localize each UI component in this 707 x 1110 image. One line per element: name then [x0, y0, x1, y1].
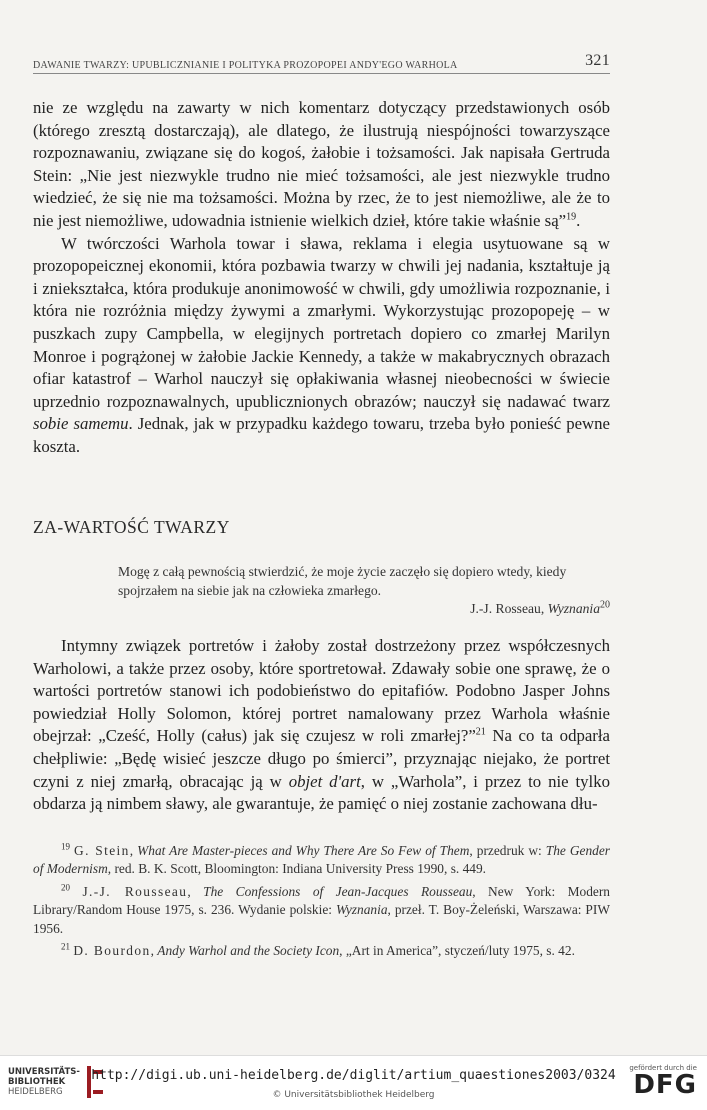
- footnote: $^{19}$ G. Stein, What Are Master-pieces and Why There Are So Few of Them, przedruk w: The Gender of Modernism, red. B. K. Scott, Bloomington: Indiana University Press 1990, s. 449.: [33, 841, 611, 877]
- page-number: 321: [585, 52, 610, 69]
- permalink-url[interactable]: http://digi.ub.uni-heidelberg.de/diglit/artium_quaestiones2003/0324: [91, 1068, 616, 1083]
- paragraph: W twórczości Warhola towar i sława, reklama i elegia usytuowane są w prozopopeicznej ekonomii, która pozbawia twarzy w chwili jej nadania, kształtuje ją i zniekształca, która produkuje anonimowość w chwili, gdy umożliwia rozpoznanie, i która nie rozróżnia między żywymi a zmarłymi. Wykorzystując prozopopeję – w puszkach zupy Campbella, w elegijnych portretach dopiero co zmarłej Marilyn Monroe i pogrążonej w żałobie Jackie Kennedy, a także w makabrycznych obrazach ofiar katastrof – Warhol nauczył się opłakiwania własnej nieobecności w świecie uprzednio rozpoznawalnych, upublicznionych obrazów; nauczył się nadawać twarz sobie samemu. Jednak, jak w przypadku każdego towaru, trzeba było ponieść pewne koszta.: [33, 233, 610, 456]
- library-logo[interactable]: UNIVERSITÄTS- BIBLIOTHEK HEIDELBERG: [8, 1066, 106, 1098]
- footnote: $^{21}$ D. Bourdon, Andy Warhol and the Society Icon, „Art in America”, styczeń/luty 1975, s. 42.: [61, 941, 575, 959]
- main-text-bottom: [33, 635, 610, 816]
- paragraph: Intymny związek portretów i żałoby został dostrzeżony przez współczesnych Warholowi, a także przez osoby, które sportretował. Zdawały sobie one sprawę, że o wartości portretów stanowi ich podobieństwo do epitafiów. Podobno Jasper Johns powiedział Holly Solomon, której portret namalowany przez Warhola właśnie obejrzał: „Cześć, Holly (całus) jak się czujesz w roli zmarłej?”$^{21}$ Na co ta odparła chełpliwie: „Będę wisieć jeszcze długo po śmierci”, przyznając niejako, że portret czyni z niej zmarłą, obracając ją w objet d'art, w „Warhola”, i przez to nie tylko obdarza ją nimbem sławy, ale gwarantuje, że pamięć o niej zostanie zachowana dłu-: [33, 636, 611, 814]
- copyright-note: © Universitätsbibliothek Heidelberg: [272, 1090, 435, 1100]
- viewer-footer: [0, 1055, 707, 1110]
- epigraph-source: J.-J. Rosseau, Wyznania$^{20}$: [470, 599, 610, 617]
- header-rule: [33, 73, 610, 74]
- funder-logo[interactable]: gefördert durch die DFG: [629, 1064, 697, 1100]
- footnotes: [33, 842, 610, 964]
- dfg-logo-icon: DFG: [633, 1070, 697, 1100]
- paragraph: nie ze względu na zawarty w nich komentarz dotyczący przedstawionych osób (którego zresztą dostarczają), ale dlatego, że ilustrują niespójności towarzyszące rozpoznawaniu, związane się do kogoś, żałobie i tożsamości. Jak napisała Gertruda Stein: „Nie jest niezwykle trudno nie mieć tożsamości, ale jest niezwykle trudno wiedzieć, że się nie ma tożsamości. Można by rzec, że to jest niemożliwe, ale że to nie jest niemożliwe, udowadnia istnienie wielkich dzieł, które takie właśnie są”$^{19}$.: [33, 98, 610, 230]
- footnote-ref[interactable]: 21: [475, 726, 486, 738]
- epigraph-text: Mogę z całą pewnością stwierdzić, że moje życie zaczęło się dopiero wtedy, kiedy spojrzałem na siebie jak na człowieka zmarłego.: [118, 564, 567, 598]
- running-title: DAWANIE TWARZY: UPUBLICZNIANIE I POLITYKA PROZOPOPEI ANDY'EGO WARHOLA: [33, 60, 458, 71]
- epigraph: [118, 563, 610, 619]
- section-heading: ZA-WARTOŚĆ TWARZY: [33, 517, 230, 537]
- main-text-top: [33, 97, 610, 459]
- footnote-ref[interactable]: 20: [600, 599, 610, 611]
- footnote-ref[interactable]: 19: [566, 211, 577, 223]
- footnote: $^{20}$ J.-J. Rousseau, The Confessions of Jean-Jacques Rousseau, New York: Modern Library/Random House 1975, s. 236. Wydanie polskie: Wyznania, przeł. T. Boy-Żeleński, Warszawa: PIW 1956.: [33, 882, 610, 936]
